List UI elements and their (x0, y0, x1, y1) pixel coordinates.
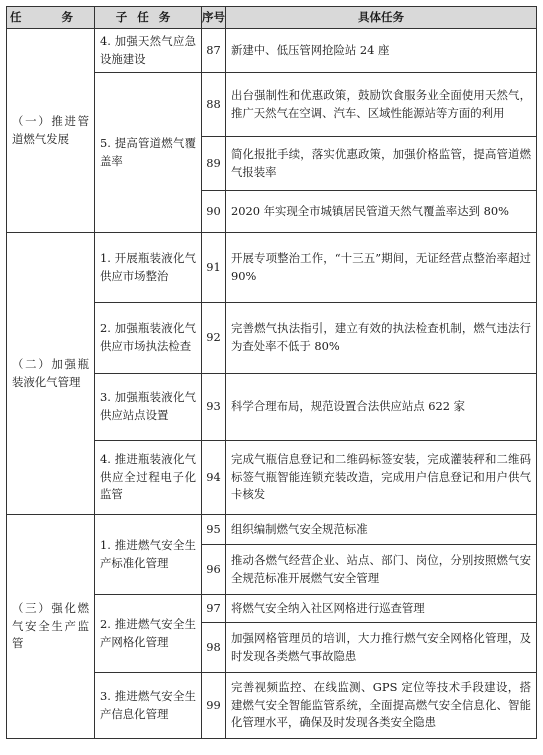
detail-cell: 出台强制性和优惠政策，鼓励饮食服务业全面使用天然气，推广天然气在空调、汽车、区域性能源站等方面的利用 (226, 73, 537, 137)
table-row (7, 515, 537, 545)
subtask-cell: 1. 开展瓶装液化气供应市场整治 (95, 233, 202, 303)
number-cell: 88 (202, 73, 226, 137)
header-number: 序号 (202, 7, 226, 29)
header-task: 任 务 (7, 7, 95, 29)
number-cell: 89 (202, 137, 226, 191)
task-cell: （三）强化燃气安全生产监管 (7, 515, 95, 739)
detail-cell: 开展专项整治工作，“十三五”期间，无证经营点整治率超过 90% (226, 233, 537, 303)
number-cell: 98 (202, 623, 226, 673)
number-cell: 95 (202, 515, 226, 545)
subtask-cell: 3. 加强瓶装液化气供应站点设置 (95, 374, 202, 441)
task-cell: （一）推进管道燃气发展 (7, 29, 95, 233)
subtask-cell: 2. 加强瓶装液化气供应市场执法检查 (95, 303, 202, 374)
subtask-cell: 4. 推进瓶装液化气供应全过程电子化监管 (95, 441, 202, 515)
number-cell: 96 (202, 545, 226, 595)
detail-cell: 完善视频监控、在线监测、GPS 定位等技术手段建设，搭建燃气安全智能监管系统，全面提高燃气安全信息化、智能化管理水平，确保及时发现各类安全隐患 (226, 673, 537, 739)
number-cell: 90 (202, 191, 226, 233)
task-table (6, 6, 537, 739)
detail-cell: 2020 年实现全市城镇居民管道天然气覆盖率达到 80% (226, 191, 537, 233)
table-row (7, 29, 537, 73)
detail-cell: 完成气瓶信息登记和二维码标签安装，完成灌装秤和二维码标签气瓶智能连锁充装改造，完成用户信息登记和用户供气卡核发 (226, 441, 537, 515)
number-cell: 99 (202, 673, 226, 739)
table-row (7, 233, 537, 303)
number-cell: 97 (202, 595, 226, 623)
detail-cell: 加强网格管理员的培训，大力推行燃气安全网格化管理，及时发现各类燃气事故隐患 (226, 623, 537, 673)
detail-cell: 将燃气安全纳入社区网格进行巡查管理 (226, 595, 537, 623)
task-cell: （二）加强瓶装液化气管理 (7, 233, 95, 515)
number-cell: 92 (202, 303, 226, 374)
subtask-cell: 1. 推进燃气安全生产标准化管理 (95, 515, 202, 595)
detail-cell: 完善燃气执法指引，建立有效的执法检查机制，燃气违法行为查处率不低于 80% (226, 303, 537, 374)
subtask-cell: 4. 加强天然气应急设施建设 (95, 29, 202, 73)
header-detail: 具体任务 (226, 7, 537, 29)
number-cell: 94 (202, 441, 226, 515)
header-subtask: 子任务 (95, 7, 202, 29)
table-header-row (7, 7, 537, 29)
number-cell: 93 (202, 374, 226, 441)
detail-cell: 推动各燃气经营企业、站点、部门、岗位，分别按照燃气安全规范标准开展燃气安全管理 (226, 545, 537, 595)
number-cell: 87 (202, 29, 226, 73)
detail-cell: 简化报批手续，落实优惠政策，加强价格监管，提高管道燃气报装率 (226, 137, 537, 191)
subtask-cell: 2. 推进燃气安全生产网格化管理 (95, 595, 202, 673)
number-cell: 91 (202, 233, 226, 303)
subtask-cell: 3. 推进燃气安全生产信息化管理 (95, 673, 202, 739)
subtask-cell: 5. 提高管道燃气覆盖率 (95, 73, 202, 233)
detail-cell: 科学合理布局，规范设置合法供应站点 622 家 (226, 374, 537, 441)
detail-cell: 新建中、低压管网抢险站 24 座 (226, 29, 537, 73)
detail-cell: 组织编制燃气安全规范标准 (226, 515, 537, 545)
